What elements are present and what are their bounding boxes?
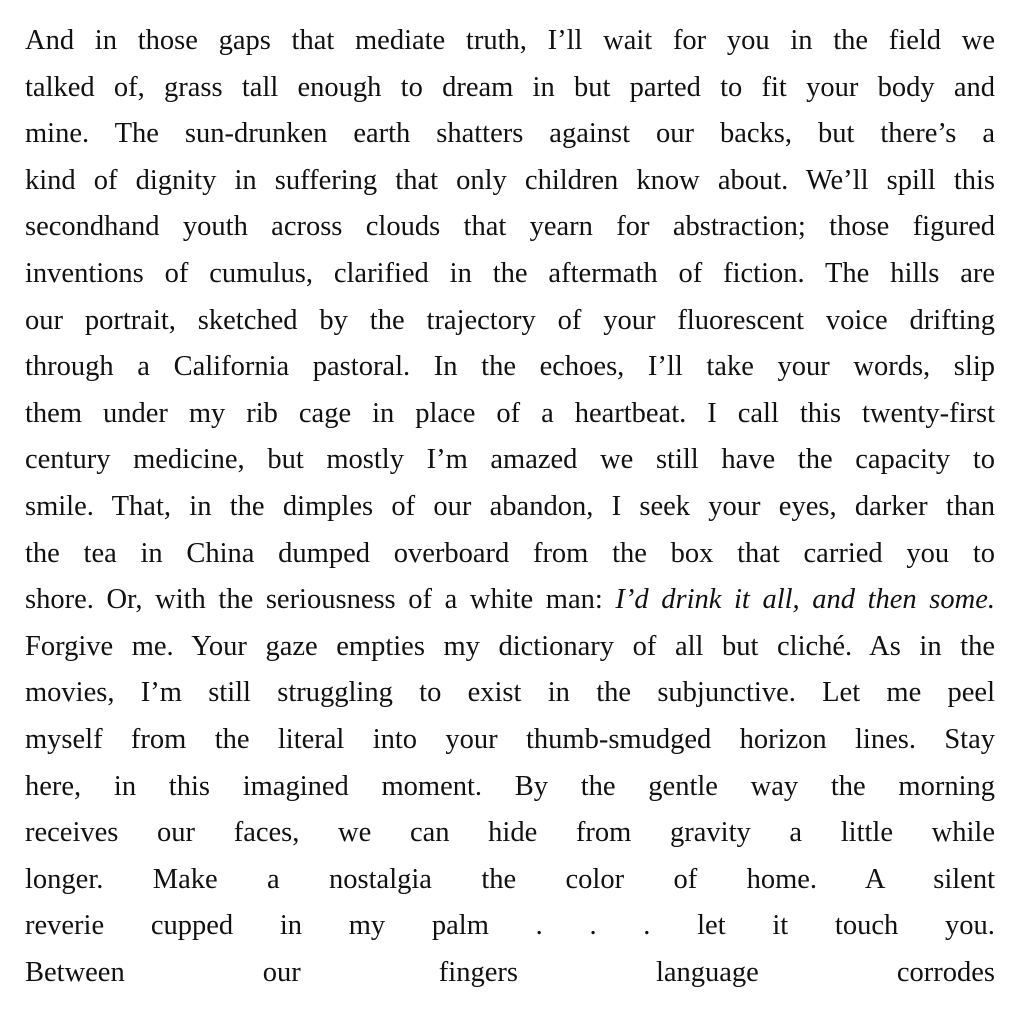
poem-line: smile. That, in the dimples of our abandon, I seek your eyes, darker than: [25, 490, 995, 522]
poem-text: [25, 18, 995, 996]
poem-word: cupped: [150, 910, 234, 942]
poem-line: And in those gaps that mediate truth, I’ll wait for you in the field we: [25, 25, 995, 56]
poem-line: Forgive me. Your gaze empties my dictionary of all but cliché. As in the: [25, 630, 995, 662]
poem-line: through a California pastoral. In the echoes, I’ll take your words, slip: [25, 351, 995, 383]
poem-word: it: [772, 910, 789, 942]
poem-line: receives our faces, we can hide from gravity a little while: [25, 817, 995, 849]
poem-word: palm: [431, 910, 489, 942]
poem-line-plain: shore. Or, with the seriousness of a white man:: [25, 584, 616, 616]
poem-word: our: [262, 956, 301, 988]
poem-line: kind of dignity in suffering that only children know about. We’ll spill this: [25, 164, 995, 196]
poem-line: [25, 577, 995, 624]
poem-word: let: [697, 910, 726, 942]
poem-line: secondhand youth across clouds that yearn for abstraction; those figured: [25, 211, 995, 243]
poem-line: here, in this imagined moment. By the gentle way the morning: [25, 770, 995, 802]
ellipsis-dot: .: [589, 910, 597, 942]
ellipsis-dot: .: [643, 910, 651, 942]
poem-line: [25, 950, 995, 997]
poem-line: century medicine, but mostly I’m amazed we still have the capacity to: [25, 444, 995, 476]
ellipsis-dot: .: [535, 910, 543, 942]
poem-word: corrodes: [896, 956, 995, 988]
poem-word: in: [279, 910, 303, 942]
poem-word: fingers: [438, 956, 518, 988]
poem-line-italic: I’d drink it all, and then some.: [615, 584, 995, 616]
poem-line: them under my rib cage in place of a heartbeat. I call this twenty-first: [25, 397, 995, 429]
poem-line: our portrait, sketched by the trajectory of your fluorescent voice drifting: [25, 304, 995, 336]
poem-line: mine. The sun-drunken earth shatters against our backs, but there’s a: [25, 118, 995, 150]
poem-line: talked of, grass tall enough to dream in but parted to fit your body and: [25, 71, 995, 103]
poem-word: you.: [944, 910, 995, 942]
poem-line: [25, 903, 995, 950]
poem-line: movies, I’m still struggling to exist in the subjunctive. Let me peel: [25, 677, 995, 709]
poem-word: touch: [834, 910, 899, 942]
poem-line: myself from the literal into your thumb-smudged horizon lines. Stay: [25, 723, 995, 755]
poem-word: reverie: [25, 910, 105, 942]
poem-word: language: [655, 956, 759, 988]
poem-line: longer. Make a nostalgia the color of home. A silent: [25, 863, 995, 895]
poem-word: my: [348, 910, 386, 942]
poem-line: inventions of cumulus, clarified in the aftermath of fiction. The hills are: [25, 257, 995, 289]
poem-line: the tea in China dumped overboard from the box that carried you to: [25, 537, 995, 569]
poem-word: Between: [25, 956, 125, 988]
